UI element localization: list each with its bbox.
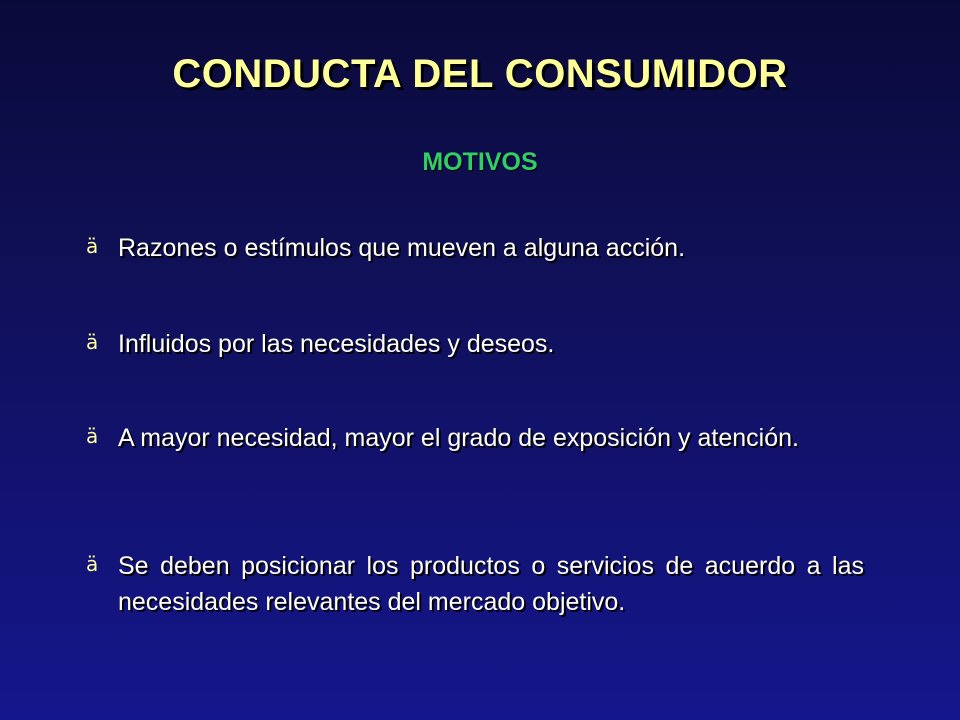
slide-title: CONDUCTA DEL CONSUMIDOR xyxy=(172,52,788,96)
bullet-icon: ä xyxy=(86,330,99,354)
bullet-text: Influidos por las necesidades y deseos. xyxy=(118,330,555,358)
slide-subtitle: MOTIVOS xyxy=(422,148,538,176)
bullet-text: A mayor necesidad, mayor el grado de exposición y atención. xyxy=(118,424,799,452)
bullet-text: Se deben posicionar los productos o servicios de acuerdo a las necesidades relevantes del mercado objetivo. xyxy=(118,552,864,616)
bullet-text: Razones o estímulos que mueven a alguna acción. xyxy=(118,234,686,262)
bullet-icon: ä xyxy=(86,552,99,576)
bullet-icon: ä xyxy=(86,234,99,258)
bullet-icon: ä xyxy=(86,424,99,448)
